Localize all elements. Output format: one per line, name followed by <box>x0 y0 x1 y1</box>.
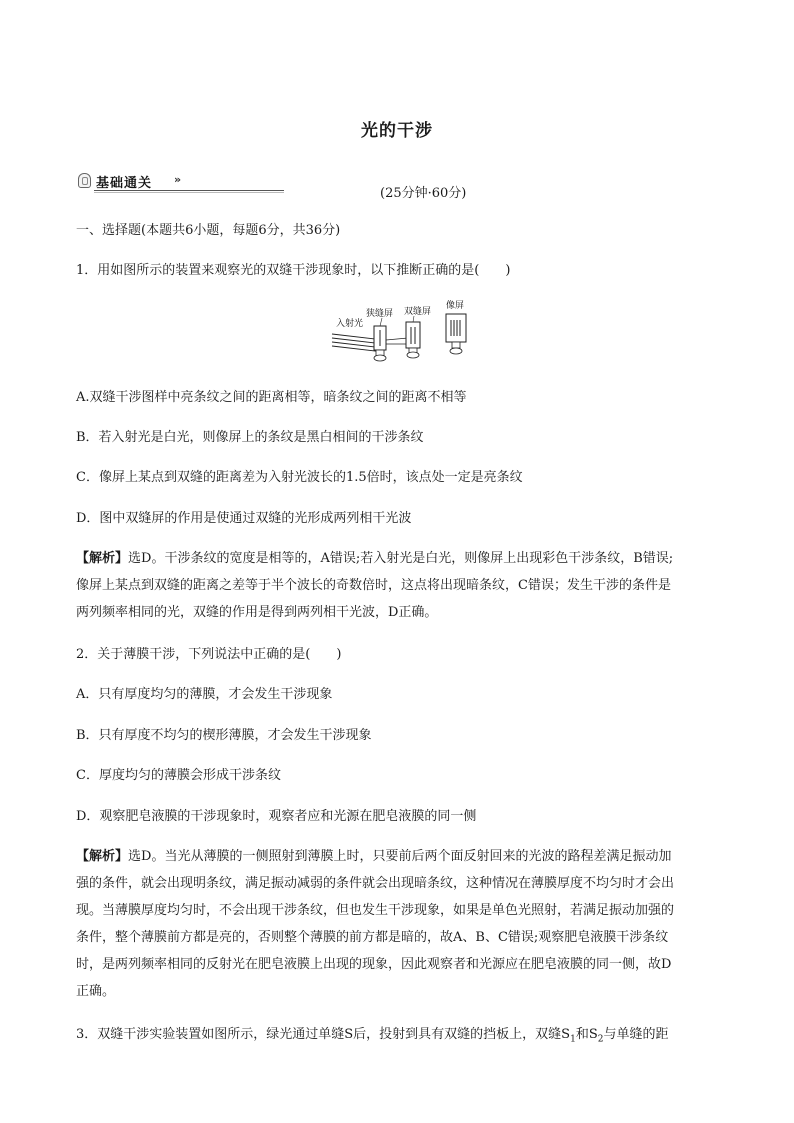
analysis-line: 现。当薄膜厚度均匀时，不会出现干涉条纹，但也发生干涉现象，如果是单色光照射，若满足振动加强的 <box>76 903 675 918</box>
double-slit-apparatus-figure <box>330 300 480 366</box>
question-2-option-c: C．厚度均匀的薄膜会形成干涉条纹 <box>76 768 281 783</box>
question-1-option-a: A.双缝干涉图样中亮条纹之间的距离相等，暗条纹之间的距离不相等 <box>76 390 467 405</box>
analysis-line: 选D。当光从薄膜的一侧照射到薄膜上时，只要前后两个面反射回来的光波的路程差满足振动加 <box>128 849 672 864</box>
figure-label-single-slit: 狭缝屏 <box>366 309 394 319</box>
question-1-analysis <box>76 545 720 626</box>
section-banner <box>76 172 216 192</box>
question-1-option-b: B．若入射光是白光，则像屏上的条纹是黑白相间的干涉条纹 <box>76 430 424 445</box>
question-3-stem-end: 与单缝的距 <box>603 1027 669 1042</box>
analysis-line: 条件，整个薄膜前方都是亮的，否则整个薄膜的前方都是暗的，故A、B、C错误;观察肥皂液膜干涉条纹 <box>76 930 669 945</box>
lightbulb-icon <box>78 173 91 188</box>
question-2-option-a: A．只有厚度均匀的薄膜，才会发生干涉现象 <box>76 687 333 702</box>
analysis-tag: 【解析】 <box>76 849 129 864</box>
question-1-stem: 1．用如图所示的装置来观察光的双缝干涉现象时，以下推断正确的是( ) <box>76 263 511 278</box>
analysis-line: 时，是两列频率相同的反射光在肥皂液膜上出现的现象，因此观察者和光源应在肥皂液膜的同一侧，故D <box>76 957 672 972</box>
figure-label-incident: 入射光 <box>336 319 364 329</box>
figure-label-screen: 像屏 <box>446 301 465 311</box>
part-heading: 一、选择题(本题共6小题，每题6分，共36分) <box>76 223 341 238</box>
subscript-1: 1 <box>570 1034 576 1045</box>
question-1-option-c: C．像屏上某点到双缝的距离差为入射光波长的1.5倍时，该点处一定是亮条纹 <box>76 470 523 485</box>
question-2-analysis <box>76 843 720 1005</box>
analysis-line: 像屏上某点到双缝的距离之差等于半个波长的奇数倍时，这点将出现暗条纹，C错误；发生干涉的条件是 <box>76 578 671 593</box>
section-label: 基础通关 <box>96 176 153 191</box>
question-2-option-b: B．只有厚度不均匀的楔形薄膜，才会发生干涉现象 <box>76 728 372 743</box>
analysis-tag: 【解析】 <box>76 551 129 566</box>
banner-underline <box>94 190 284 191</box>
figure-label-double-slit: 双缝屏 <box>404 307 432 317</box>
question-3-stem-mid: 和S <box>575 1027 598 1042</box>
analysis-line: 强的条件，就会出现明条纹，满足振动减弱的条件就会出现暗条纹，这种情况在薄膜厚度不均匀时才会出 <box>76 876 675 891</box>
double-chevron-icon: » <box>174 173 182 186</box>
question-1-option-d: D．图中双缝屏的作用是使通过双缝的光形成两列相干光波 <box>76 511 412 526</box>
question-3-stem <box>76 1026 668 1049</box>
analysis-line: 两列频率相同的光，双缝的作用是得到两列相干光波，D正确。 <box>76 605 438 620</box>
subscript-2: 2 <box>597 1034 604 1045</box>
question-2-stem: 2．关于薄膜干涉，下列说法中正确的是( ) <box>76 647 342 662</box>
analysis-line: 选D。干涉条纹的宽度是相等的，A错误;若入射光是白光，则像屏上出现彩色干涉条纹，B错误; <box>128 551 674 566</box>
time-info: (25分钟·60分) <box>380 186 467 201</box>
question-2-option-d: D．观察肥皂液膜的干涉现象时，观察者应和光源在肥皂液膜的同一侧 <box>76 809 477 824</box>
page-title: 光的干涉 <box>361 121 433 141</box>
analysis-line: 正确。 <box>76 984 116 999</box>
question-3-stem-start: 3．双缝干涉实验装置如图所示，绿光通过单缝S后，投射到具有双缝的挡板上，双缝S <box>76 1027 571 1042</box>
